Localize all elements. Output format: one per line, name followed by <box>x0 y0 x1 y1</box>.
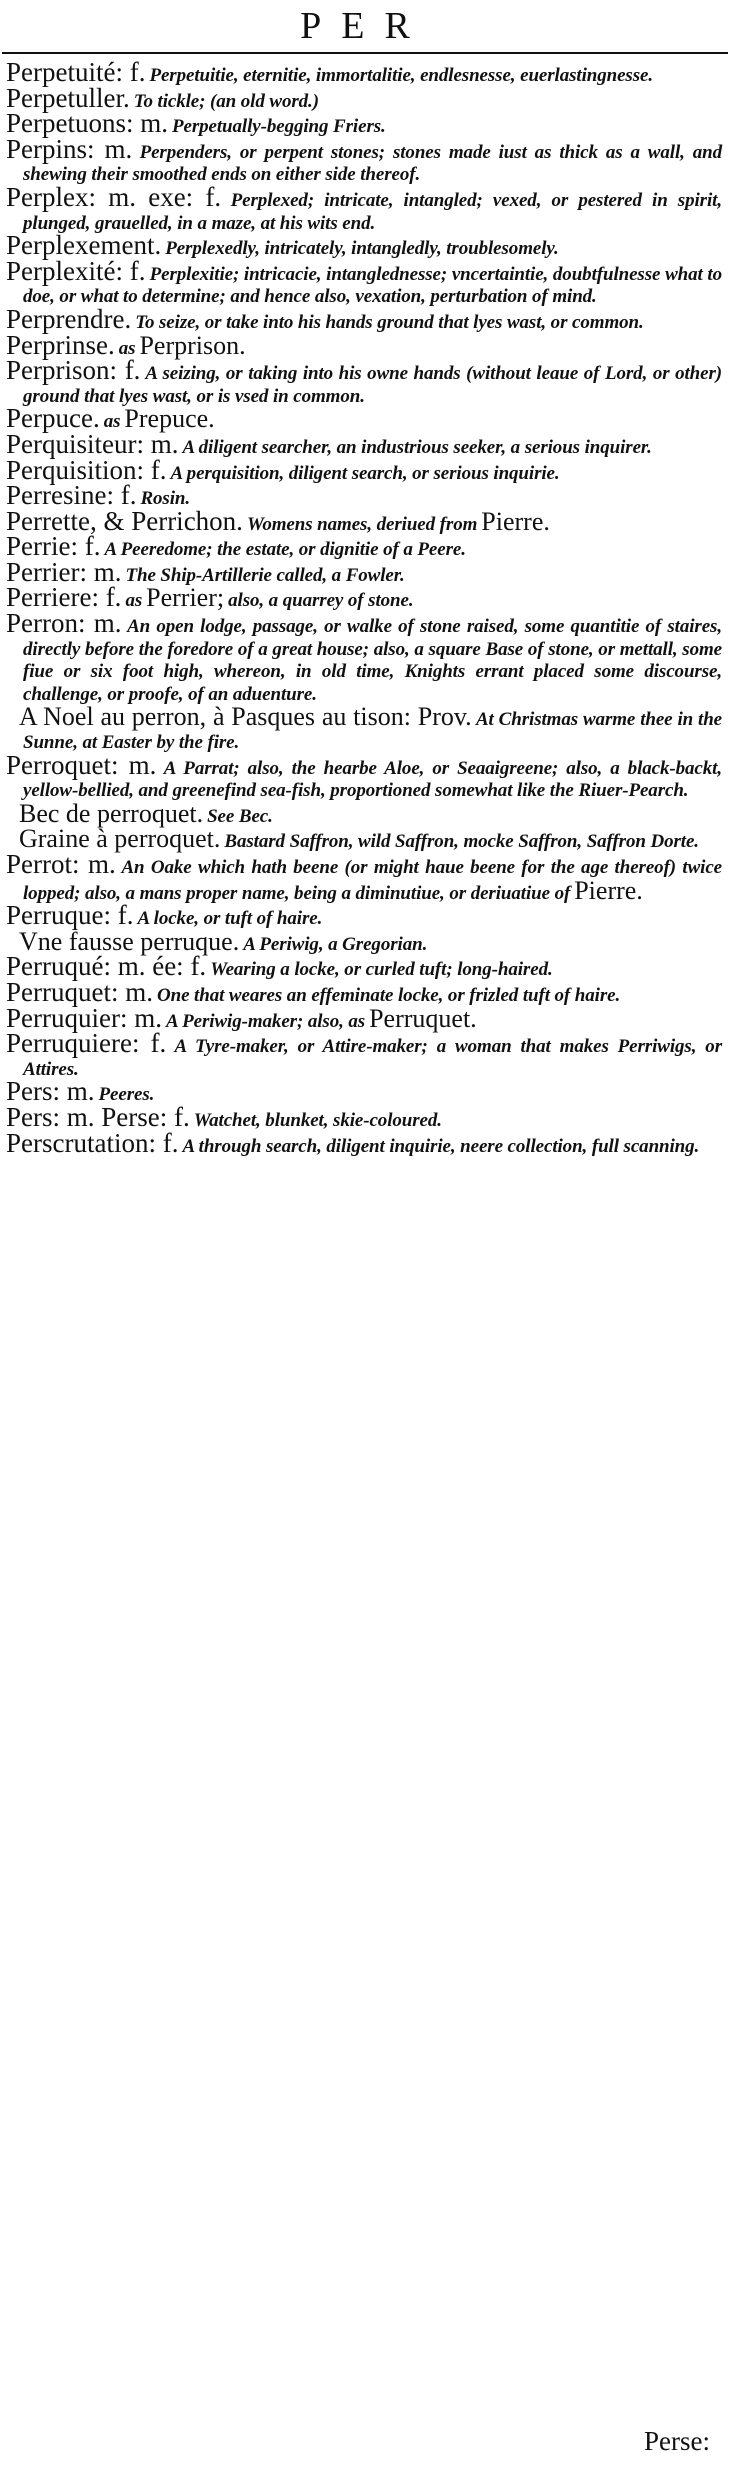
definition: A Periwig, a Gregorian. <box>243 933 428 955</box>
headword: Perrie: f. <box>6 531 101 562</box>
definition: A seizing, or taking into his owne hands (without leaue of Lord, or other) ground that lyes wast, or is vsed in common. <box>23 363 723 407</box>
headword: Perron: m. <box>6 608 122 639</box>
dictionary-entry <box>6 1127 722 1159</box>
headword: Perpetuité: f. <box>6 57 146 87</box>
headword: Perruquet: m. <box>6 976 153 1007</box>
definition: Perplexed; intricate, intangled; vexed, or pestered in spirit, plunged, grauelled, in a maze, at his wits end. <box>23 189 722 234</box>
definition: Perplexitie; intricacie, intanglednesse; vncertaintie, doubtfulnesse what to doe, or what to determine; and hence also, vexation, perturbation of mind. <box>23 263 723 308</box>
headword: Perrot: m. <box>6 849 116 879</box>
definition: as <box>103 411 121 433</box>
cross-reference: Pierre. <box>574 875 643 905</box>
dictionary-entry <box>6 749 722 803</box>
dictionary-entry <box>6 355 723 408</box>
page-title: PER <box>300 5 430 47</box>
headword: Perquisition: f. <box>6 454 167 485</box>
catchword: Perse: <box>644 2426 710 2456</box>
cross-reference: Pierre. <box>481 506 550 536</box>
headword: Perscrutation: f. <box>6 1127 179 1158</box>
definition: A through search, diligent inquirie, neere collection, full scanning. <box>182 1135 700 1157</box>
definition: See Bec. <box>207 805 273 827</box>
headword: Perriere: f. <box>6 582 122 613</box>
cross-reference: Perrier; <box>146 583 225 613</box>
headword: Pers: m. Perse: f. <box>6 1101 190 1132</box>
headword: Perresine: f. <box>6 480 137 511</box>
phrase: Vne fausse perruque. <box>19 926 240 956</box>
headword: Perroquet: m. <box>6 749 157 780</box>
dictionary-entries <box>6 57 723 1158</box>
definition: Perpetually-begging Friers. <box>172 116 386 138</box>
headword: Perprinse. <box>6 329 115 360</box>
dictionary-entry <box>6 849 722 905</box>
definition: To tickle; (an old word.) <box>133 90 319 112</box>
definition: A Parrat; also, the hearbe Aloe, or Seaaigreene; also, a black-backt, yellow-bellied, and greenefind sea-fish, proportioned somewhat like the Riuer-Pearch. <box>23 757 722 802</box>
proverb: A Noel au perron, à Pasques au tison: Prov. <box>19 702 472 732</box>
headword: Perrette, & Perrichon. <box>6 505 243 536</box>
definition-continued: also, a quarrey of stone. <box>228 590 414 612</box>
cross-reference: Prepuce. <box>124 404 215 434</box>
definition: To seize, or take into his hands ground that lyes wast, or common. <box>135 311 644 333</box>
headword: Perruquiere: f. <box>6 1028 167 1059</box>
definition: One that weares an effeminate locke, or frizled tuft of haire. <box>156 984 621 1006</box>
cross-reference: Perruquet. <box>369 1003 477 1033</box>
definition: Watchet, blunket, skie-coloured. <box>193 1109 442 1131</box>
dictionary-entry <box>6 505 722 537</box>
definition: A Periwig-maker; also, as <box>165 1010 366 1032</box>
definition: A Tyre-maker, or Attire-maker; a woman that makes Perriwigs, or Attires. <box>23 1036 722 1080</box>
definition: Perpetuitie, eternitie, immortalitie, endlesnesse, euerlastingnesse. <box>149 65 654 86</box>
dictionary-entry <box>6 1028 722 1081</box>
definition: A perquisition, diligent search, or serious inquirie. <box>170 462 560 484</box>
definition: Bastard Saffron, wild Saffron, mocke Saffron, Saffron Dorte. <box>224 831 699 853</box>
headword: Perruque: f. <box>6 900 134 931</box>
phrase: Graine à perroquet. <box>19 824 221 854</box>
definition: Peeres. <box>98 1084 155 1106</box>
headword: Perplexement. <box>6 230 162 261</box>
headword: Perrier: m. <box>6 556 122 587</box>
definition: as <box>118 337 136 359</box>
definition: A diligent searcher, an industrious seeker, a serious inquirer. <box>182 436 652 458</box>
dictionary-entry <box>6 181 722 235</box>
dictionary-entry <box>6 255 723 309</box>
definition: Perpenders, or perpent stones; stones made iust as thick as a wall, and shewing their smoothed ends on either side thereof. <box>23 141 722 186</box>
header-rule <box>2 52 728 54</box>
headword: Perpetuons: m. <box>6 108 168 139</box>
headword: Perplexité: f. <box>6 255 146 286</box>
headword: Perruquier: m. <box>6 1002 162 1033</box>
definition: A Peeredome; the estate, or dignitie of a Peere. <box>104 539 466 561</box>
headword: Perprendre. <box>6 303 132 334</box>
definition: An open lodge, passage, or walke of stone raised, some quantitie of staires, directly before the foredore of a great house; also, a square Base of stone, or mettall, some fiue or six foot high, whereon, in old time, Knights errant placed some discourse, challenge, or proofe, of an aduenture. <box>23 616 722 705</box>
headword: Perruqué: m. ée: f. <box>6 951 207 982</box>
headword: Perpins: m. <box>6 133 133 164</box>
phrase: Bec de perroquet. <box>19 798 204 828</box>
dictionary-entry <box>6 133 722 187</box>
sub-entry <box>6 702 723 754</box>
cross-reference: Perprison. <box>139 330 246 360</box>
headword: Perplex: m. exe: f. <box>6 181 222 212</box>
definition: Womens names, deriued from <box>246 513 478 535</box>
definition: The Ship-Artillerie called, a Fowler. <box>125 564 405 586</box>
definition: An Oake which hath beene (or might haue beene for the age thereof) twice lopped; also, a mans proper name, being a diminutiue, or deriuatiue of <box>23 857 722 904</box>
headword: Pers: m. <box>6 1076 95 1107</box>
definition: Perplexedly, intricately, intangledly, troublesomely. <box>165 238 559 260</box>
definition: A locke, or tuft of haire. <box>137 908 323 930</box>
headword: Perprison: f. <box>6 355 141 386</box>
definition: Wearing a locke, or curled tuft; long-haired. <box>210 959 553 981</box>
dictionary-entry <box>6 608 722 706</box>
definition: as <box>125 590 143 612</box>
headword: Perpuce. <box>6 403 100 434</box>
headword: Perpetuller. <box>6 82 130 113</box>
definition: Rosin. <box>140 488 191 510</box>
definition: At Christmas warme thee in the Sunne, at Easter by the fire. <box>23 709 723 754</box>
headword: Perquisiteur: m. <box>6 428 179 459</box>
